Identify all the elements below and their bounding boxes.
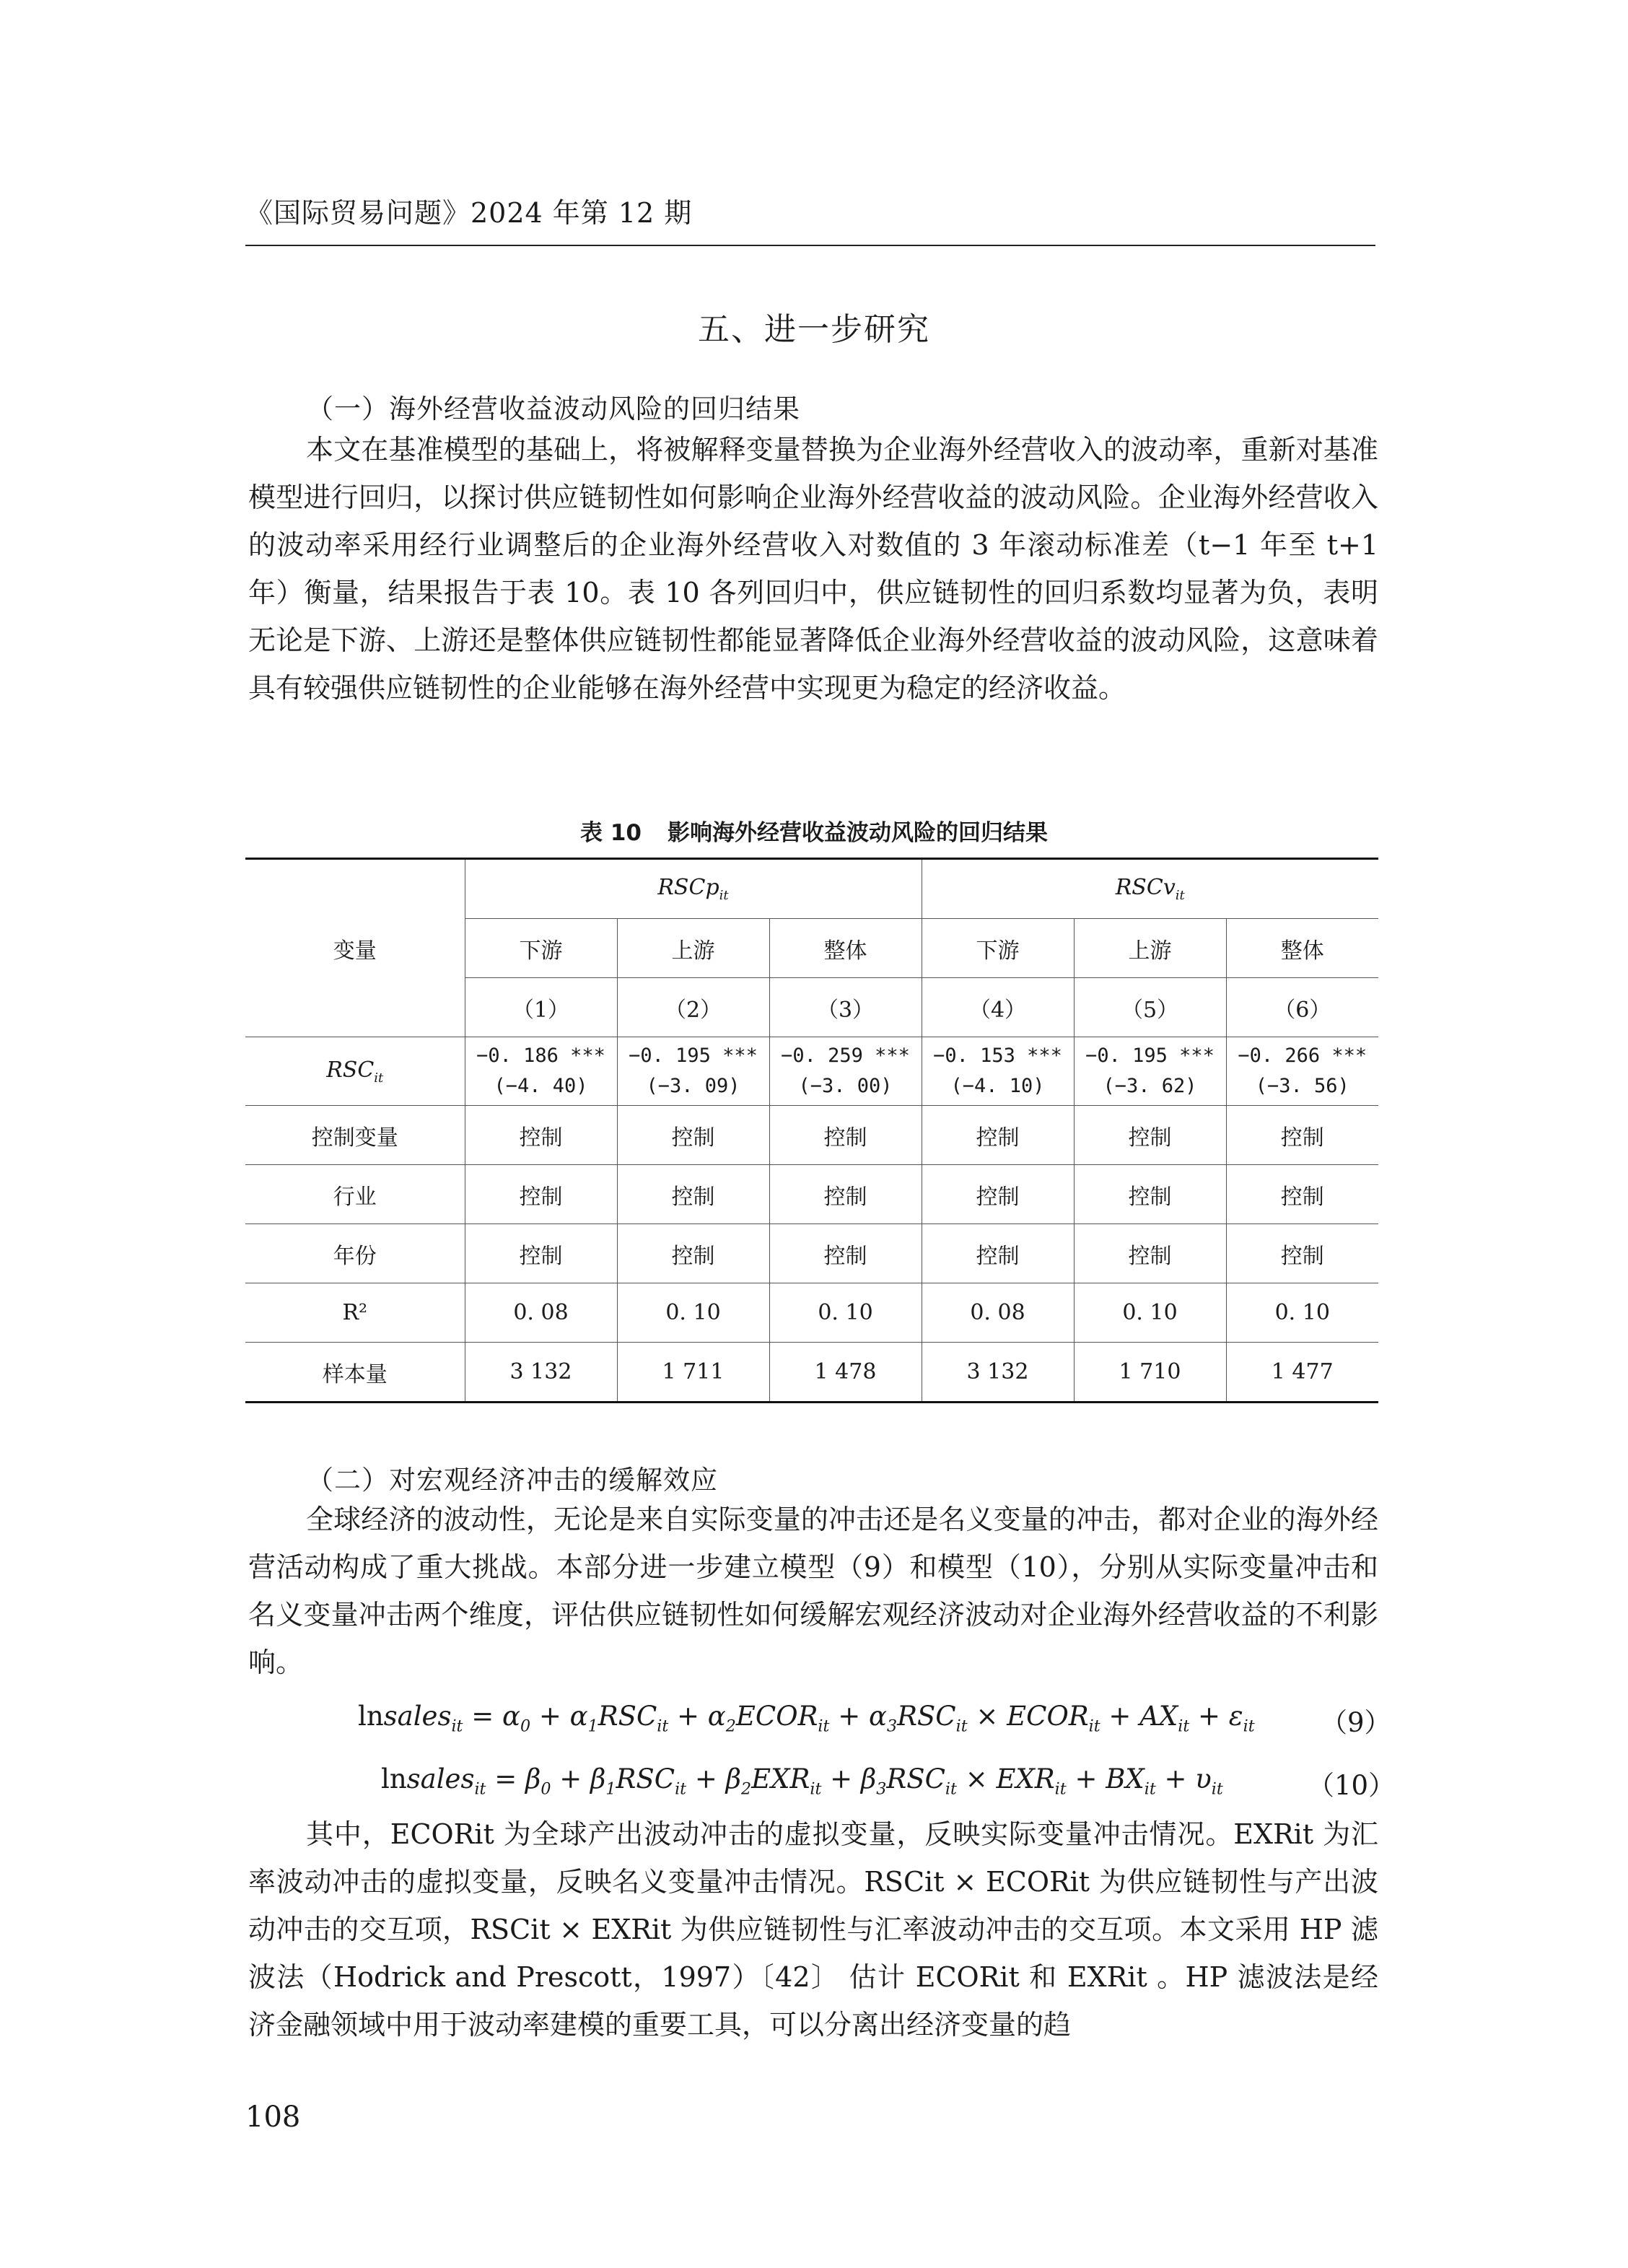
paragraph-3: 其中，ECORit 为全球产出波动冲击的虚拟变量，反映实际变量冲击情况。EXRit 为汇率波动冲击的虚拟变量，反映名义变量冲击情况。RSCit × ECORit 为供应链韧性与产出波动冲击的交互项，RSCit × EXRit 为供应链韧性与汇率波动冲击的交互项。本文采用 HP 滤波法（Hodrick and Prescott，1997）〔42〕 估计 ECORit 和 EXRit 。HP 滤波法是经济金融领域中用于波动率建模的重要工具，可以分离出经济变量的趋 — [248, 1818, 1378, 2041]
coef-cell: −0. 195 *** (−3. 62) — [1074, 1037, 1226, 1106]
subsection-heading-2: （二）对宏观经济冲击的缓解效应 — [307, 1465, 718, 1496]
table-row-controls — [245, 1106, 1378, 1165]
table-cell: 控制 — [769, 1224, 922, 1283]
column-number: （2） — [617, 978, 769, 1037]
table-cell: 1 711 — [617, 1343, 769, 1403]
coef-row — [245, 1037, 1378, 1106]
table-cell: 控制 — [769, 1106, 922, 1165]
row-label: 行业 — [245, 1165, 465, 1224]
subheader-cell: 整体 — [1226, 919, 1378, 978]
table-cell: 0. 10 — [617, 1283, 769, 1343]
table-row-r2 — [245, 1283, 1378, 1343]
column-number: （3） — [769, 978, 922, 1037]
subheader-cell: 下游 — [922, 919, 1074, 978]
table-cell: 控制 — [617, 1106, 769, 1165]
coef-label: $RSC_{it}$ — [245, 1037, 465, 1106]
subheader-cell: 整体 — [769, 919, 922, 978]
table-header-row-1 — [245, 859, 1378, 919]
table-cell: 控制 — [617, 1165, 769, 1224]
subheader-cell: 上游 — [1074, 919, 1226, 978]
column-number: （4） — [922, 978, 1074, 1037]
table-cell: 1 710 — [1074, 1343, 1226, 1403]
column-number: （5） — [1074, 978, 1226, 1037]
table-cell: 控制 — [465, 1224, 617, 1283]
table-cell: 0. 08 — [465, 1283, 617, 1343]
table-cell: 控制 — [465, 1165, 617, 1224]
header-rule — [245, 245, 1375, 246]
row-label: 年份 — [245, 1224, 465, 1283]
table-cell: 1 477 — [1226, 1343, 1378, 1403]
subheader-cell: 上游 — [617, 919, 769, 978]
table-cell: 0. 10 — [1226, 1283, 1378, 1343]
row-label: 控制变量 — [245, 1106, 465, 1165]
var-header: 变量 — [245, 859, 465, 1037]
table-cell: 控制 — [922, 1165, 1074, 1224]
table-cell: 控制 — [769, 1165, 922, 1224]
table-cell: 控制 — [1074, 1224, 1226, 1283]
table-row-industry — [245, 1165, 1378, 1224]
table-cell: 0. 10 — [769, 1283, 922, 1343]
table-caption — [0, 814, 1628, 847]
equation-10: lnsales$_{it}$ = $\beta_0 + \beta_1RSC_{it} + \beta_2EXR_{it} + \beta_3RSC_{it} \times EXR_{it} + BX_{it} + \upsilon_{it}$ — [381, 1763, 1223, 1799]
row-label: 样本量 — [245, 1343, 465, 1403]
table-cell: 3 132 — [922, 1343, 1074, 1403]
subsection-heading-1: （一）海外经营收益波动风险的回归结果 — [307, 393, 800, 424]
table-row-year — [245, 1224, 1378, 1283]
paragraph-2: 全球经济的波动性，无论是来自实际变量的冲击还是名义变量的冲击，都对企业的海外经营活动构成了重大挑战。本部分进一步建立模型（9）和模型（10），分别从实际变量冲击和名义变量冲击两个维度，评估供应链韧性如何缓解宏观经济波动对企业海外经营收益的不利影响。 — [248, 1504, 1378, 1678]
table-cell: 控制 — [1074, 1165, 1226, 1224]
regression-table — [245, 858, 1378, 1403]
journal-header: 《国际贸易问题》2024 年第 12 期 — [245, 197, 693, 229]
table-caption-number: 表 10 — [580, 820, 642, 846]
section-title: 五、进一步研究 — [698, 311, 930, 348]
column-number: （6） — [1226, 978, 1378, 1037]
table-cell: 控制 — [922, 1106, 1074, 1165]
table-cell: 控制 — [617, 1224, 769, 1283]
equation-9-number: （9） — [1321, 1707, 1391, 1738]
paragraph-1: 本文在基准模型的基础上，将被解释变量替换为企业海外经营收入的波动率，重新对基准模型进行回归，以探讨供应链韧性如何影响企业海外经营收益的波动风险。企业海外经营收入的波动率采用经行业调整后的企业海外经营收入对数值的 3 年滚动标准差（t−1 年至 t+1 年）衡量，结果报告于表 10。表 10 各列回归中，供应链韧性的回归系数均显著为负，表明无论是下游、上游还是整体供应链韧性都能显著降低企业海外经营收益的波动风险，这意味着具有较强供应链韧性的企业能够在海外经营中实现更为稳定的经济收益。 — [248, 434, 1378, 704]
group-header-1: RSCp$_{it}$ — [465, 859, 922, 919]
table-cell: 1 478 — [769, 1343, 922, 1403]
table-cell: 控制 — [1226, 1165, 1378, 1224]
subheader-cell: 下游 — [465, 919, 617, 978]
table-cell: 控制 — [922, 1224, 1074, 1283]
table-row-sample — [245, 1343, 1378, 1403]
column-number: （1） — [465, 978, 617, 1037]
coef-cell: −0. 195 *** (−3. 09) — [617, 1037, 769, 1106]
page-number: 108 — [245, 2101, 301, 2134]
table-cell: 0. 10 — [1074, 1283, 1226, 1343]
coef-cell: −0. 266 *** (−3. 56) — [1226, 1037, 1378, 1106]
table-cell: 0. 08 — [922, 1283, 1074, 1343]
table-cell: 控制 — [465, 1106, 617, 1165]
coef-cell: −0. 153 *** (−4. 10) — [922, 1037, 1074, 1106]
equation-9: lnsales$_{it}$ = $\alpha_0 + \alpha_1RSC_{it}$ + $\alpha_2ECOR_{it} + \alpha_3RSC_{it}$ × $ECOR_{it} + AX_{it} + \varepsilon_{it}$ — [358, 1701, 1255, 1736]
table-cell: 控制 — [1226, 1106, 1378, 1165]
table-cell: 控制 — [1074, 1106, 1226, 1165]
group-header-2: RSCv$_{it}$ — [922, 859, 1378, 919]
equation-10-number: （10） — [1308, 1770, 1396, 1801]
coef-cell: −0. 259 *** (−3. 00) — [769, 1037, 922, 1106]
table-caption-title: 影响海外经营收益波动风险的回归结果 — [667, 820, 1048, 846]
coef-cell: −0. 186 *** (−4. 40) — [465, 1037, 617, 1106]
row-label: R² — [245, 1283, 465, 1343]
table-cell: 3 132 — [465, 1343, 617, 1403]
table-cell: 控制 — [1226, 1224, 1378, 1283]
